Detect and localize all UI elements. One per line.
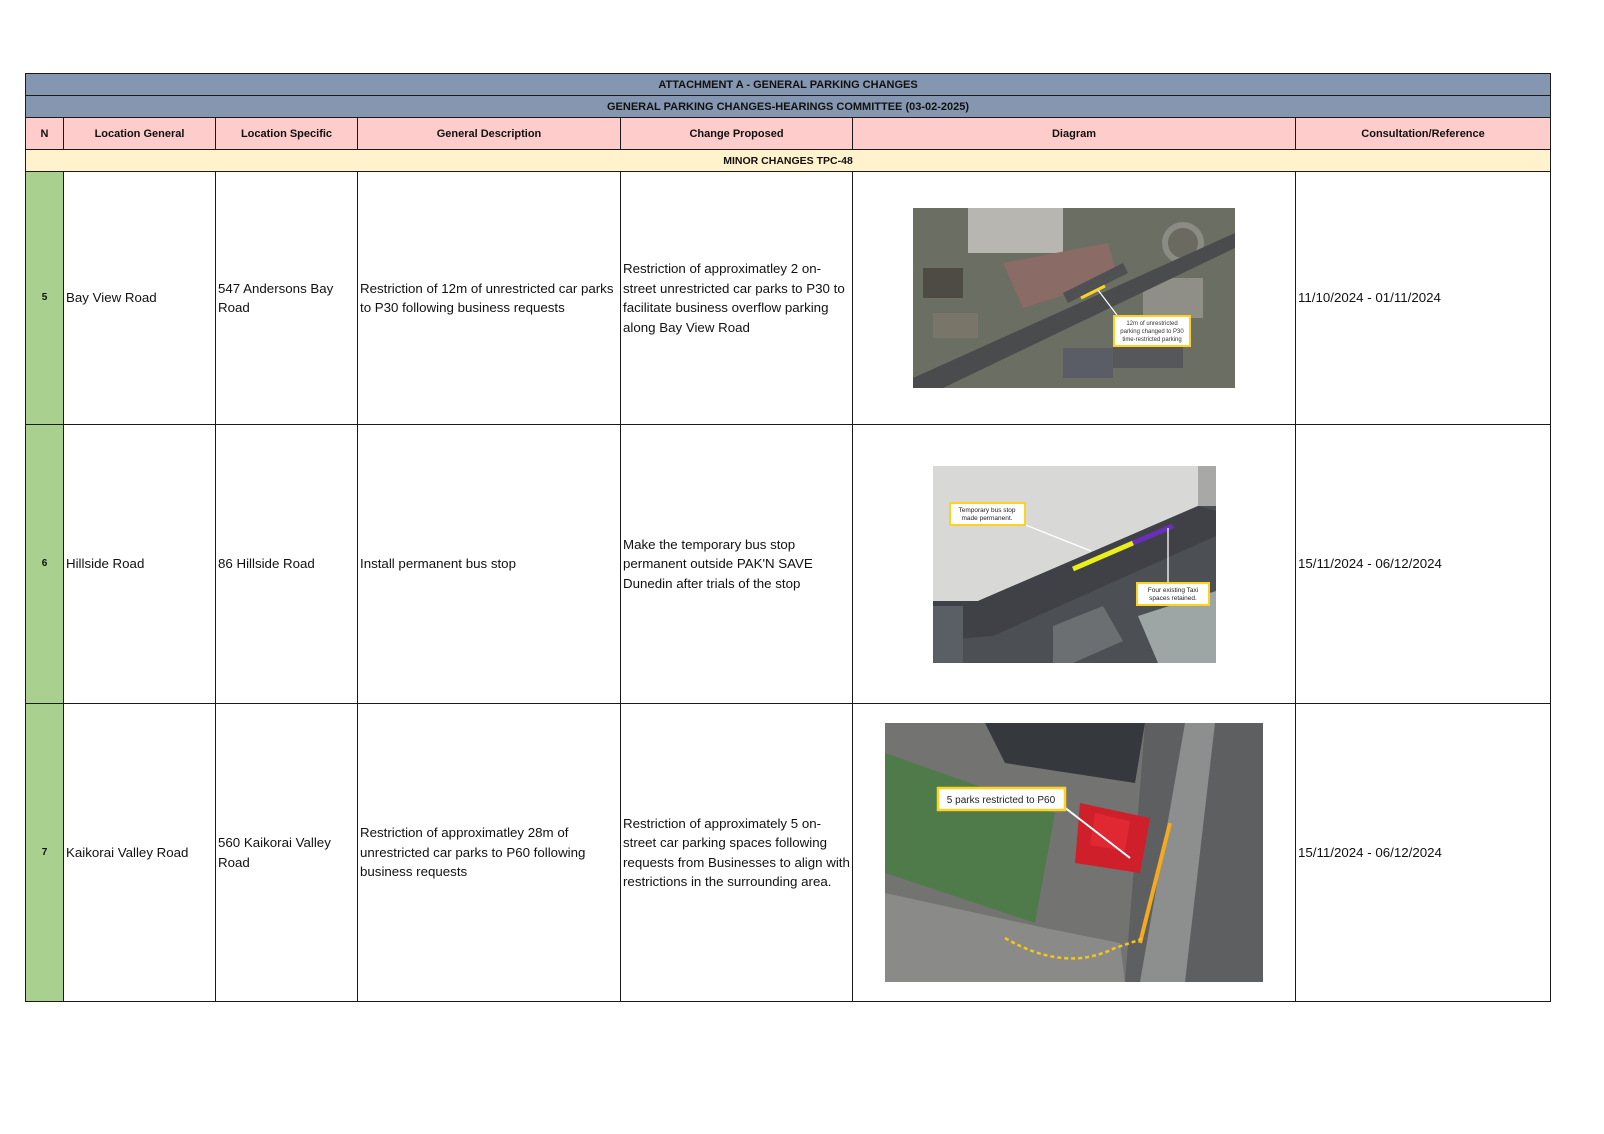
col-header-diagram: Diagram [853,118,1296,150]
row-number: 6 [26,425,64,704]
map-callout-line: 12m of unrestricted [1126,321,1178,327]
map-callout-line: parking changed to P30 [1120,329,1184,335]
consultation-dates: 11/10/2024 - 01/11/2024 [1296,172,1551,425]
change-proposed: Restriction of approximately 5 on-street car parking spaces following requests from Businesses to align with restrictions in the surrounding area. [621,704,853,1002]
col-header-n: N [26,118,64,150]
col-header-consultation: Consultation/Reference [1296,118,1551,150]
col-header-change-proposed: Change Proposed [621,118,853,150]
aerial-map-bay-view [913,208,1235,388]
col-header-general-description: General Description [358,118,621,150]
diagram-cell [853,425,1296,704]
table-row [26,425,1551,704]
diagram-cell [853,172,1296,425]
consultation-dates: 15/11/2024 - 06/12/2024 [1296,425,1551,704]
location-specific: 547 Andersons Bay Road [216,172,358,425]
table-row [26,704,1551,1002]
location-general: Hillside Road [64,425,216,704]
map-callout-line: time-restricted parking [1122,337,1182,343]
change-proposed: Make the temporary bus stop permanent outside PAK'N SAVE Dunedin after trials of the stop [621,425,853,704]
map-callout-line: Temporary bus stop [957,506,1016,514]
table-row [26,172,1551,425]
general-description: Restriction of 12m of unrestricted car parks to P30 following business requests [358,172,621,425]
col-header-location-specific: Location Specific [216,118,358,150]
col-header-location-general: Location General [64,118,216,150]
committee-title: GENERAL PARKING CHANGES-HEARINGS COMMITTEE (03-02-2025) [26,96,1551,118]
column-header-row [26,118,1551,150]
aerial-map-kaikorai [885,723,1263,982]
row-number: 7 [26,704,64,1002]
map-callout-line: Four existing Taxi [1147,586,1198,594]
change-proposed: Restriction of approximatley 2 on-street unrestricted car parks to P30 to facilitate business overflow parking along Bay View Road [621,172,853,425]
map-callout-line: made permanent. [961,514,1012,522]
location-specific: 86 Hillside Road [216,425,358,704]
map-callout-line: 5 parks restricted to P60 [946,795,1056,806]
diagram-cell [853,704,1296,1002]
general-description: Install permanent bus stop [358,425,621,704]
aerial-map-hillside [933,466,1216,663]
section-label: MINOR CHANGES TPC-48 [26,150,1551,172]
map-callout-line: spaces retained. [1148,594,1197,602]
consultation-dates: 15/11/2024 - 06/12/2024 [1296,704,1551,1002]
location-general: Bay View Road [64,172,216,425]
attachment-title: ATTACHMENT A - GENERAL PARKING CHANGES [26,74,1551,96]
location-specific: 560 Kaikorai Valley Road [216,704,358,1002]
general-description: Restriction of approximatley 28m of unrestricted car parks to P60 following business requests [358,704,621,1002]
row-number: 5 [26,172,64,425]
location-general: Kaikorai Valley Road [64,704,216,1002]
parking-changes-table [25,73,1551,1002]
